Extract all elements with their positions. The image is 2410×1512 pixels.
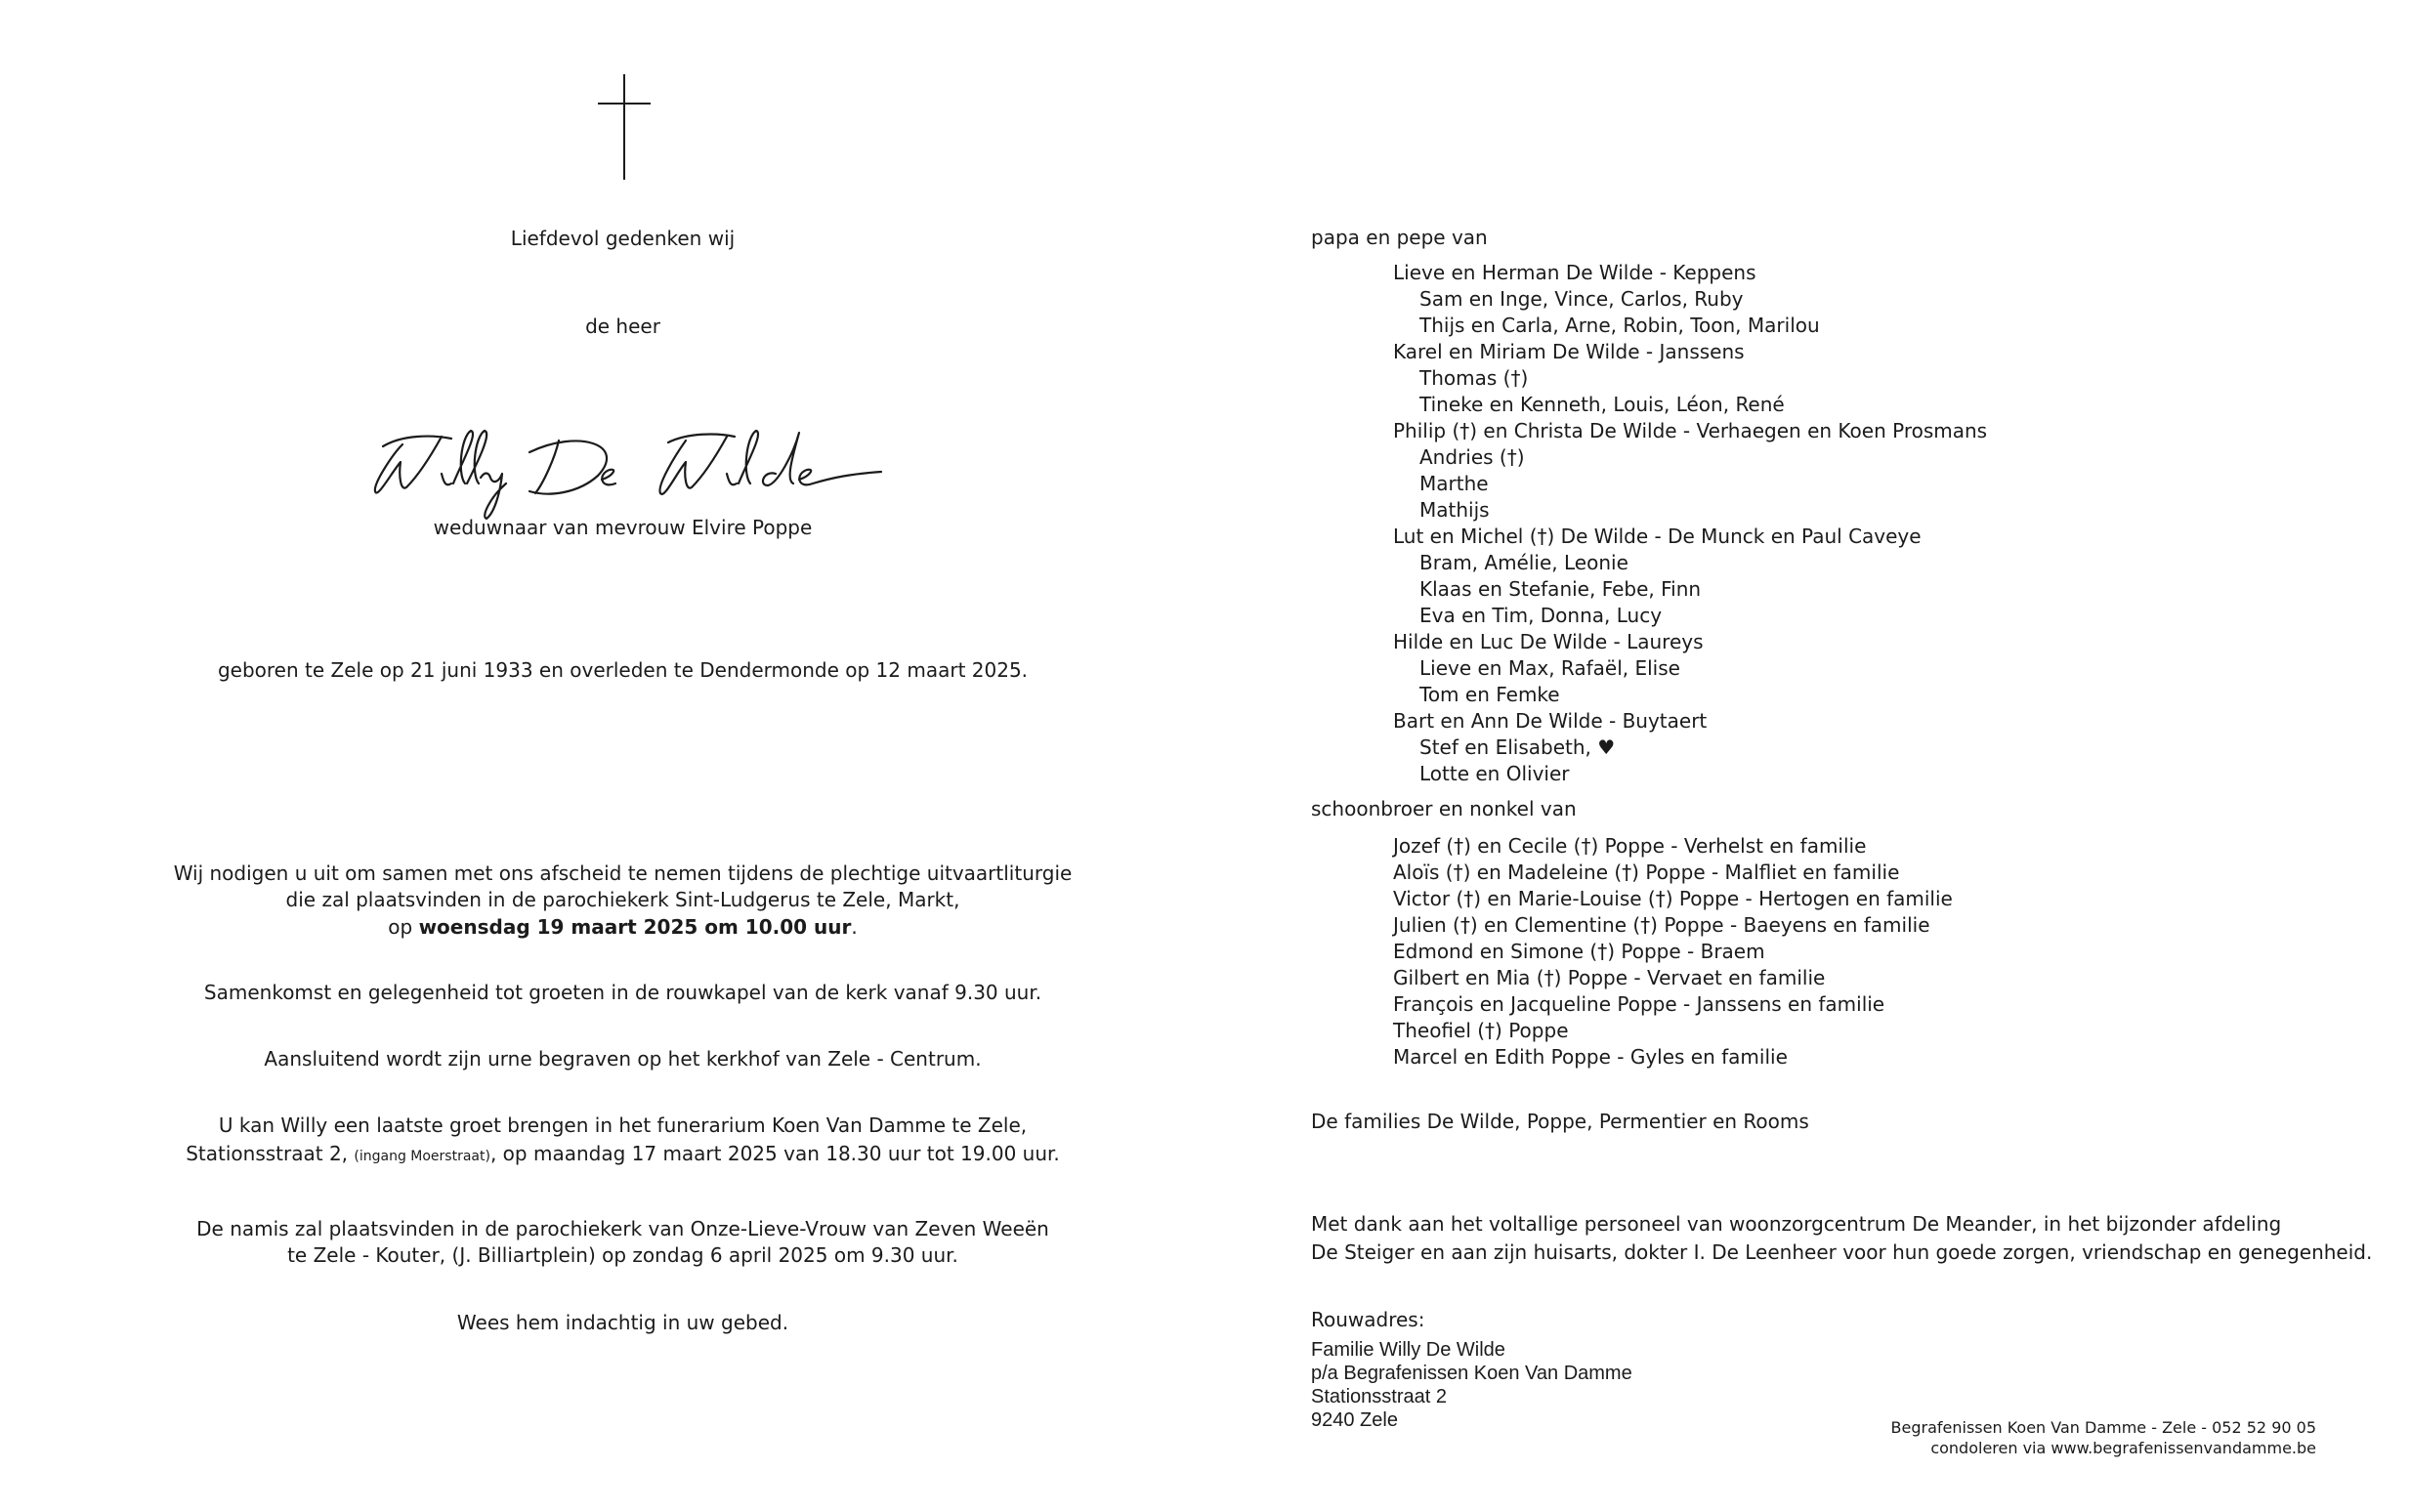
address-line: 9240 Zele <box>1311 1409 1398 1431</box>
grandchild-entry: Andries (†) <box>1419 445 1525 469</box>
gathering-text: Samenkomst en gelegenheid tot groeten in de rouwkapel van de kerk vanaf 9.30 uur. <box>203 981 1042 1004</box>
address-line: Stationsstraat 2 <box>1311 1386 1447 1407</box>
mass-line2: te Zele - Kouter, (J. Billiartplein) op zondag 6 april 2025 om 9.30 uur. <box>287 1243 958 1267</box>
families-text: De families De Wilde, Poppe, Permentier en Rooms <box>1311 1110 1809 1133</box>
child-entry: Lut en Michel (†) De Wilde - De Munck en Paul Caveye <box>1393 525 1922 548</box>
footer <box>1891 1417 2316 1458</box>
siblings-list <box>1393 833 1953 1071</box>
invite-line3-suffix: . <box>851 915 858 939</box>
sibling-entry: Jozef (†) en Cecile (†) Poppe - Verhelst en familie <box>1393 834 1867 858</box>
grandchild-entry: Eva en Tim, Donna, Lucy <box>1419 604 1663 627</box>
child-entry: Philip (†) en Christa De Wilde - Verhaegen en Koen Prosmans <box>1393 419 1988 442</box>
grandchild-entry: Sam en Inge, Vince, Carlos, Ruby <box>1419 287 1744 311</box>
funeral-home-line2 <box>127 1141 1119 1170</box>
intro-text: Liefdevol gedenken wij <box>510 227 736 250</box>
child-entry: Bart en Ann De Wilde - Buytaert <box>1393 709 1708 733</box>
grandchild-entry: Tom en Femke <box>1419 683 1560 706</box>
title-text: de heer <box>585 315 660 338</box>
birth-death-text: geboren te Zele op 21 juni 1933 en overleden te Dendermonde op 12 maart 2025. <box>217 658 1029 682</box>
child-entry: Hilde en Luc De Wilde - Laureys <box>1393 630 1704 653</box>
address-line: Familie Willy De Wilde <box>1311 1339 1505 1361</box>
grandchild-entry: Lieve en Max, Rafaël, Elise <box>1419 656 1680 680</box>
funeral-home-line1: U kan Willy een laatste groet brengen in het funerarium Koen Van Damme te Zele, <box>218 1113 1028 1137</box>
sibling-entry: Gilbert en Mia (†) Poppe - Vervaet en familie <box>1393 966 1826 989</box>
widower-text: weduwnaar van mevrouw Elvire Poppe <box>433 516 813 539</box>
children-heading: papa en pepe van <box>1311 226 1488 249</box>
cross-icon <box>598 74 651 180</box>
grandchild-entry: Lotte en Olivier <box>1419 762 1570 785</box>
thanks-line2: De Steiger en aan zijn huisarts, dokter I. De Leenheer voor hun goede zorgen, vriendschap en genegenheid. <box>1311 1240 2373 1264</box>
invite-line2: die zal plaatsvinden in de parochiekerk Sint-Ludgerus te Zele, Markt, <box>285 888 960 911</box>
sibling-entry: Julien (†) en Clementine (†) Poppe - Baeyens en familie <box>1393 913 1930 937</box>
invite-line3 <box>127 914 1119 941</box>
grandchild-entry: Bram, Amélie, Leonie <box>1419 551 1628 574</box>
mass-line1: De namis zal plaatsvinden in de parochiekerk van Onze-Lieve-Vrouw van Zeven Weeën <box>196 1217 1049 1240</box>
child-entry: Karel en Miriam De Wilde - Janssens <box>1393 340 1745 363</box>
sibling-entry: Marcel en Edith Poppe - Gyles en familie <box>1393 1045 1788 1069</box>
name-signature <box>363 415 891 523</box>
grandchild-entry: Thomas (†) <box>1419 366 1529 390</box>
prayer-text: Wees hem indachtig in uw gebed. <box>456 1311 789 1334</box>
grandchild-entry: Klaas en Stefanie, Febe, Finn <box>1419 577 1702 601</box>
grandchild-entry: Stef en Elisabeth, ♥ <box>1419 735 1616 759</box>
burial-text: Aansluitend wordt zijn urne begraven op het kerkhof van Zele - Centrum. <box>264 1047 982 1071</box>
footer-contact: Begrafenissen Koen Van Damme - Zele - 052 52 90 05 <box>1890 1418 2316 1437</box>
invite-line3-prefix: op <box>388 915 419 939</box>
grandchild-entry: Tineke en Kenneth, Louis, Léon, René <box>1419 393 1785 416</box>
footer-website: condoleren via www.begrafenissenvandamme.be <box>1930 1439 2316 1457</box>
entrance-note: (ingang Moerstraat) <box>354 1149 490 1164</box>
address-block <box>1311 1338 1632 1432</box>
grandchild-entry: Marthe <box>1419 472 1489 495</box>
sibling-entry: Edmond en Simone (†) Poppe - Braem <box>1393 940 1765 963</box>
grandchild-entry: Mathijs <box>1419 498 1490 522</box>
funeral-home-address: Stationsstraat 2, <box>186 1142 355 1165</box>
sibling-entry: Theofiel (†) Poppe <box>1393 1019 1569 1042</box>
sibling-entry: François en Jacqueline Poppe - Janssens en familie <box>1393 992 1885 1016</box>
address-line: p/a Begrafenissen Koen Van Damme <box>1311 1363 1632 1384</box>
child-entry: Lieve en Herman De Wilde - Keppens <box>1393 261 1756 284</box>
siblings-heading: schoonbroer en nonkel van <box>1311 797 1577 820</box>
children-list <box>1393 260 1987 787</box>
grandchild-entry: Thijs en Carla, Arne, Robin, Toon, Marilou <box>1419 314 1820 337</box>
visiting-hours: , op maandag 17 maart 2025 van 18.30 uur tot 19.00 uur. <box>489 1142 1060 1165</box>
invite-line1: Wij nodigen u uit om samen met ons afscheid te nemen tijdens de plechtige uitvaartliturgie <box>173 861 1073 885</box>
sibling-entry: Victor (†) en Marie-Louise (†) Poppe - Hertogen en familie <box>1393 887 1953 910</box>
thanks-line1: Met dank aan het voltallige personeel van woonzorgcentrum De Meander, in het bijzonder afdeling <box>1311 1212 2282 1236</box>
funeral-date: woensdag 19 maart 2025 om 10.00 uur <box>418 915 852 939</box>
sibling-entry: Aloïs (†) en Madeleine (†) Poppe - Malfliet en familie <box>1393 861 1900 884</box>
address-label: Rouwadres: <box>1311 1308 1425 1331</box>
